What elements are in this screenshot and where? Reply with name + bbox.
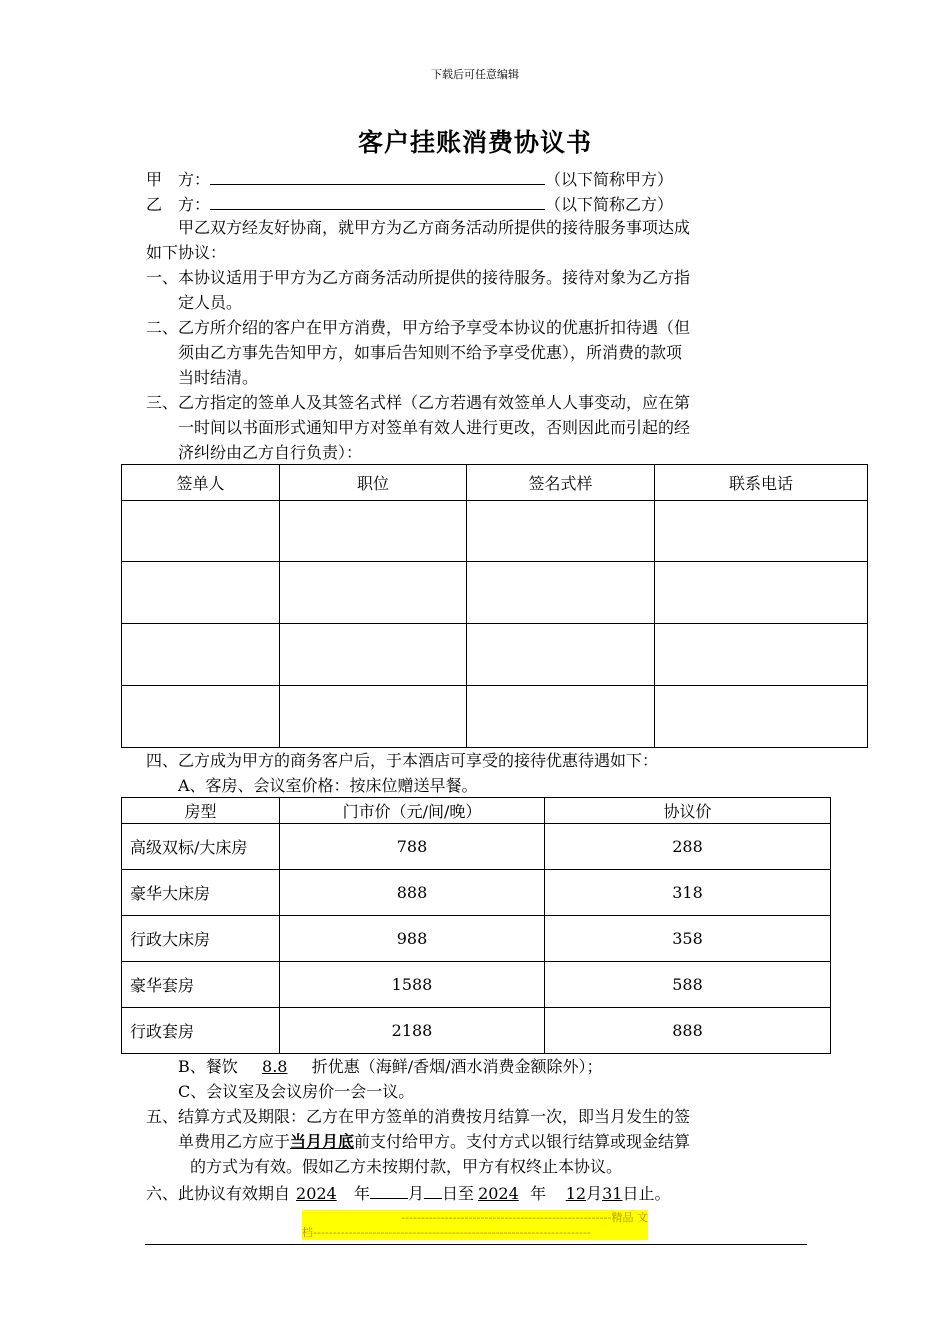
discount-value[interactable]: 8.8 [262,1057,288,1076]
rack-rate: 788 [280,824,545,870]
rack-rate: 1588 [280,962,545,1008]
clause2-line-2: 须由乙方事先告知甲方，如事后告知则不给予享受优惠），所消费的款项 [178,343,683,362]
agreed-rate: 888 [545,1008,831,1054]
month-unit-2: 月 [586,1184,603,1203]
month-unit: 月 [408,1184,425,1203]
table-row [122,870,831,916]
table-row [122,624,868,686]
table-cell[interactable] [122,686,280,748]
col-room-type: 房型 [122,798,280,824]
table-row [122,1008,831,1054]
end-year[interactable]: 2024 [478,1184,519,1203]
clause2-line-1: 二、乙方所介绍的客户在甲方消费，甲方给予享受本协议的优惠折扣待遇（但 [146,318,691,337]
clause3-line-1: 三、乙方指定的签单人及其签名式样（乙方若遇有效签单人人事变动，应在第 [146,393,691,412]
party-b-note: （以下简称乙方） [545,195,674,214]
table-cell[interactable] [655,501,868,562]
clause5-line2-prefix: 单费用乙方应于 [178,1132,291,1151]
footer-line-1: -----------------------------------------------------精品 文 [401,1211,648,1224]
clause3-line-2: 一时间以书面形式通知甲方对签单有效人进行更改，否则因此而引起的经 [178,418,691,437]
col-signature: 签名式样 [467,465,655,501]
end-month[interactable]: 12 [565,1184,587,1203]
intro-line-1: 甲乙双方经友好协商，就甲方为乙方商务活动所提供的接待服务事项达成 [178,218,691,237]
page-header: 下载后可任意编辑 [431,68,519,81]
table-cell[interactable] [655,686,868,748]
room-table-header [122,798,831,824]
table-cell[interactable] [280,562,467,624]
clause6-suffix: 日止。 [622,1184,671,1203]
start-day[interactable] [424,1180,442,1199]
clause5-line-1: 五、结算方式及期限：乙方在甲方签单的消费按月结算一次，即当月发生的签 [146,1107,691,1126]
clause4b-suffix: 折优惠（海鲜/香烟/酒水消费金额除外）； [311,1057,603,1076]
table-cell[interactable] [122,562,280,624]
intro-line-2: 如下协议： [146,243,227,262]
table-row [122,501,868,562]
clause6-prefix: 六、此协议有效期自 [146,1184,291,1203]
signer-table-header [122,465,868,501]
clause6-line [146,1180,670,1206]
party-a-note: （以下简称甲方） [545,170,674,189]
table-row [122,562,868,624]
clause4a-line: A、客房、会议室价格：按床位赠送早餐。 [178,776,478,795]
clause5-line-3: 的方式为有效。假如乙方未按期付款，甲方有权终止本协议。 [190,1157,623,1176]
table-cell[interactable] [467,501,655,562]
party-b-label: 乙 方： [146,195,211,214]
rack-rate: 2188 [280,1008,545,1054]
col-agreed-rate: 协议价 [545,798,831,824]
table-row [122,962,831,1008]
table-cell[interactable] [280,501,467,562]
table-row [122,686,868,748]
party-b-line [146,191,673,217]
table-cell[interactable] [122,501,280,562]
clause4b-prefix: B、餐饮 [178,1057,238,1076]
clause5-line-2 [178,1130,690,1154]
party-b-blank[interactable] [210,191,545,210]
clause1-line-2: 定人员。 [178,293,243,312]
year-unit: 年 [354,1184,371,1203]
room-type: 行政套房 [122,1008,280,1054]
party-a-line [146,166,673,192]
signer-table [121,464,868,748]
day-to: 日至 [442,1184,475,1203]
rack-rate: 888 [280,870,545,916]
clause1-line-1: 一、本协议适用于甲方为乙方商务活动所提供的接待服务。接待对象为乙方指 [146,268,691,287]
table-row [122,824,831,870]
clause5-line2-suffix: 前支付给甲方。支付方式以银行结算或现金结算 [354,1132,691,1151]
party-a-blank[interactable] [210,166,545,185]
agreed-rate: 288 [545,824,831,870]
end-day[interactable]: 31 [602,1184,623,1203]
table-row [122,916,831,962]
footer-watermark [302,1210,648,1240]
year-unit-2: 年 [530,1184,547,1203]
page-title: 客户挂账消费协议书 [357,128,592,157]
table-cell[interactable] [122,624,280,686]
clause4-line: 四、乙方成为甲方的商务客户后，于本酒店可享受的接待优惠待遇如下： [146,751,659,770]
col-phone: 联系电话 [655,465,868,501]
table-cell[interactable] [467,624,655,686]
table-cell[interactable] [467,562,655,624]
clause4b-line [178,1055,603,1079]
agreed-rate: 358 [545,916,831,962]
due-date-emphasis: 当月月底 [290,1132,355,1151]
agreed-rate: 588 [545,962,831,1008]
room-type: 豪华大床房 [122,870,280,916]
clause2-line-3: 当时结清。 [178,368,259,387]
clause3-line-3: 济纠纷由乙方自行负责）： [178,443,363,462]
col-signer: 签单人 [122,465,280,501]
footer-line-2: 档---------------------------------------------------------------------- [302,1226,591,1239]
rack-rate: 988 [280,916,545,962]
room-type: 行政大床房 [122,916,280,962]
table-cell[interactable] [280,624,467,686]
table-cell[interactable] [280,686,467,748]
col-position: 职位 [280,465,467,501]
room-price-table [121,797,831,1054]
party-a-label: 甲 方： [146,170,211,189]
footer-divider [145,1244,807,1245]
col-rack-rate: 门市价（元/间/晚） [280,798,545,824]
table-cell[interactable] [655,624,868,686]
table-cell[interactable] [655,562,868,624]
agreed-rate: 318 [545,870,831,916]
room-type: 豪华套房 [122,962,280,1008]
room-type: 高级双标/大床房 [122,824,280,870]
start-year[interactable]: 2024 [296,1184,337,1203]
start-month[interactable] [370,1180,408,1199]
table-cell[interactable] [467,686,655,748]
clause4c-line: C、会议室及会议房价一会一议。 [178,1082,415,1101]
